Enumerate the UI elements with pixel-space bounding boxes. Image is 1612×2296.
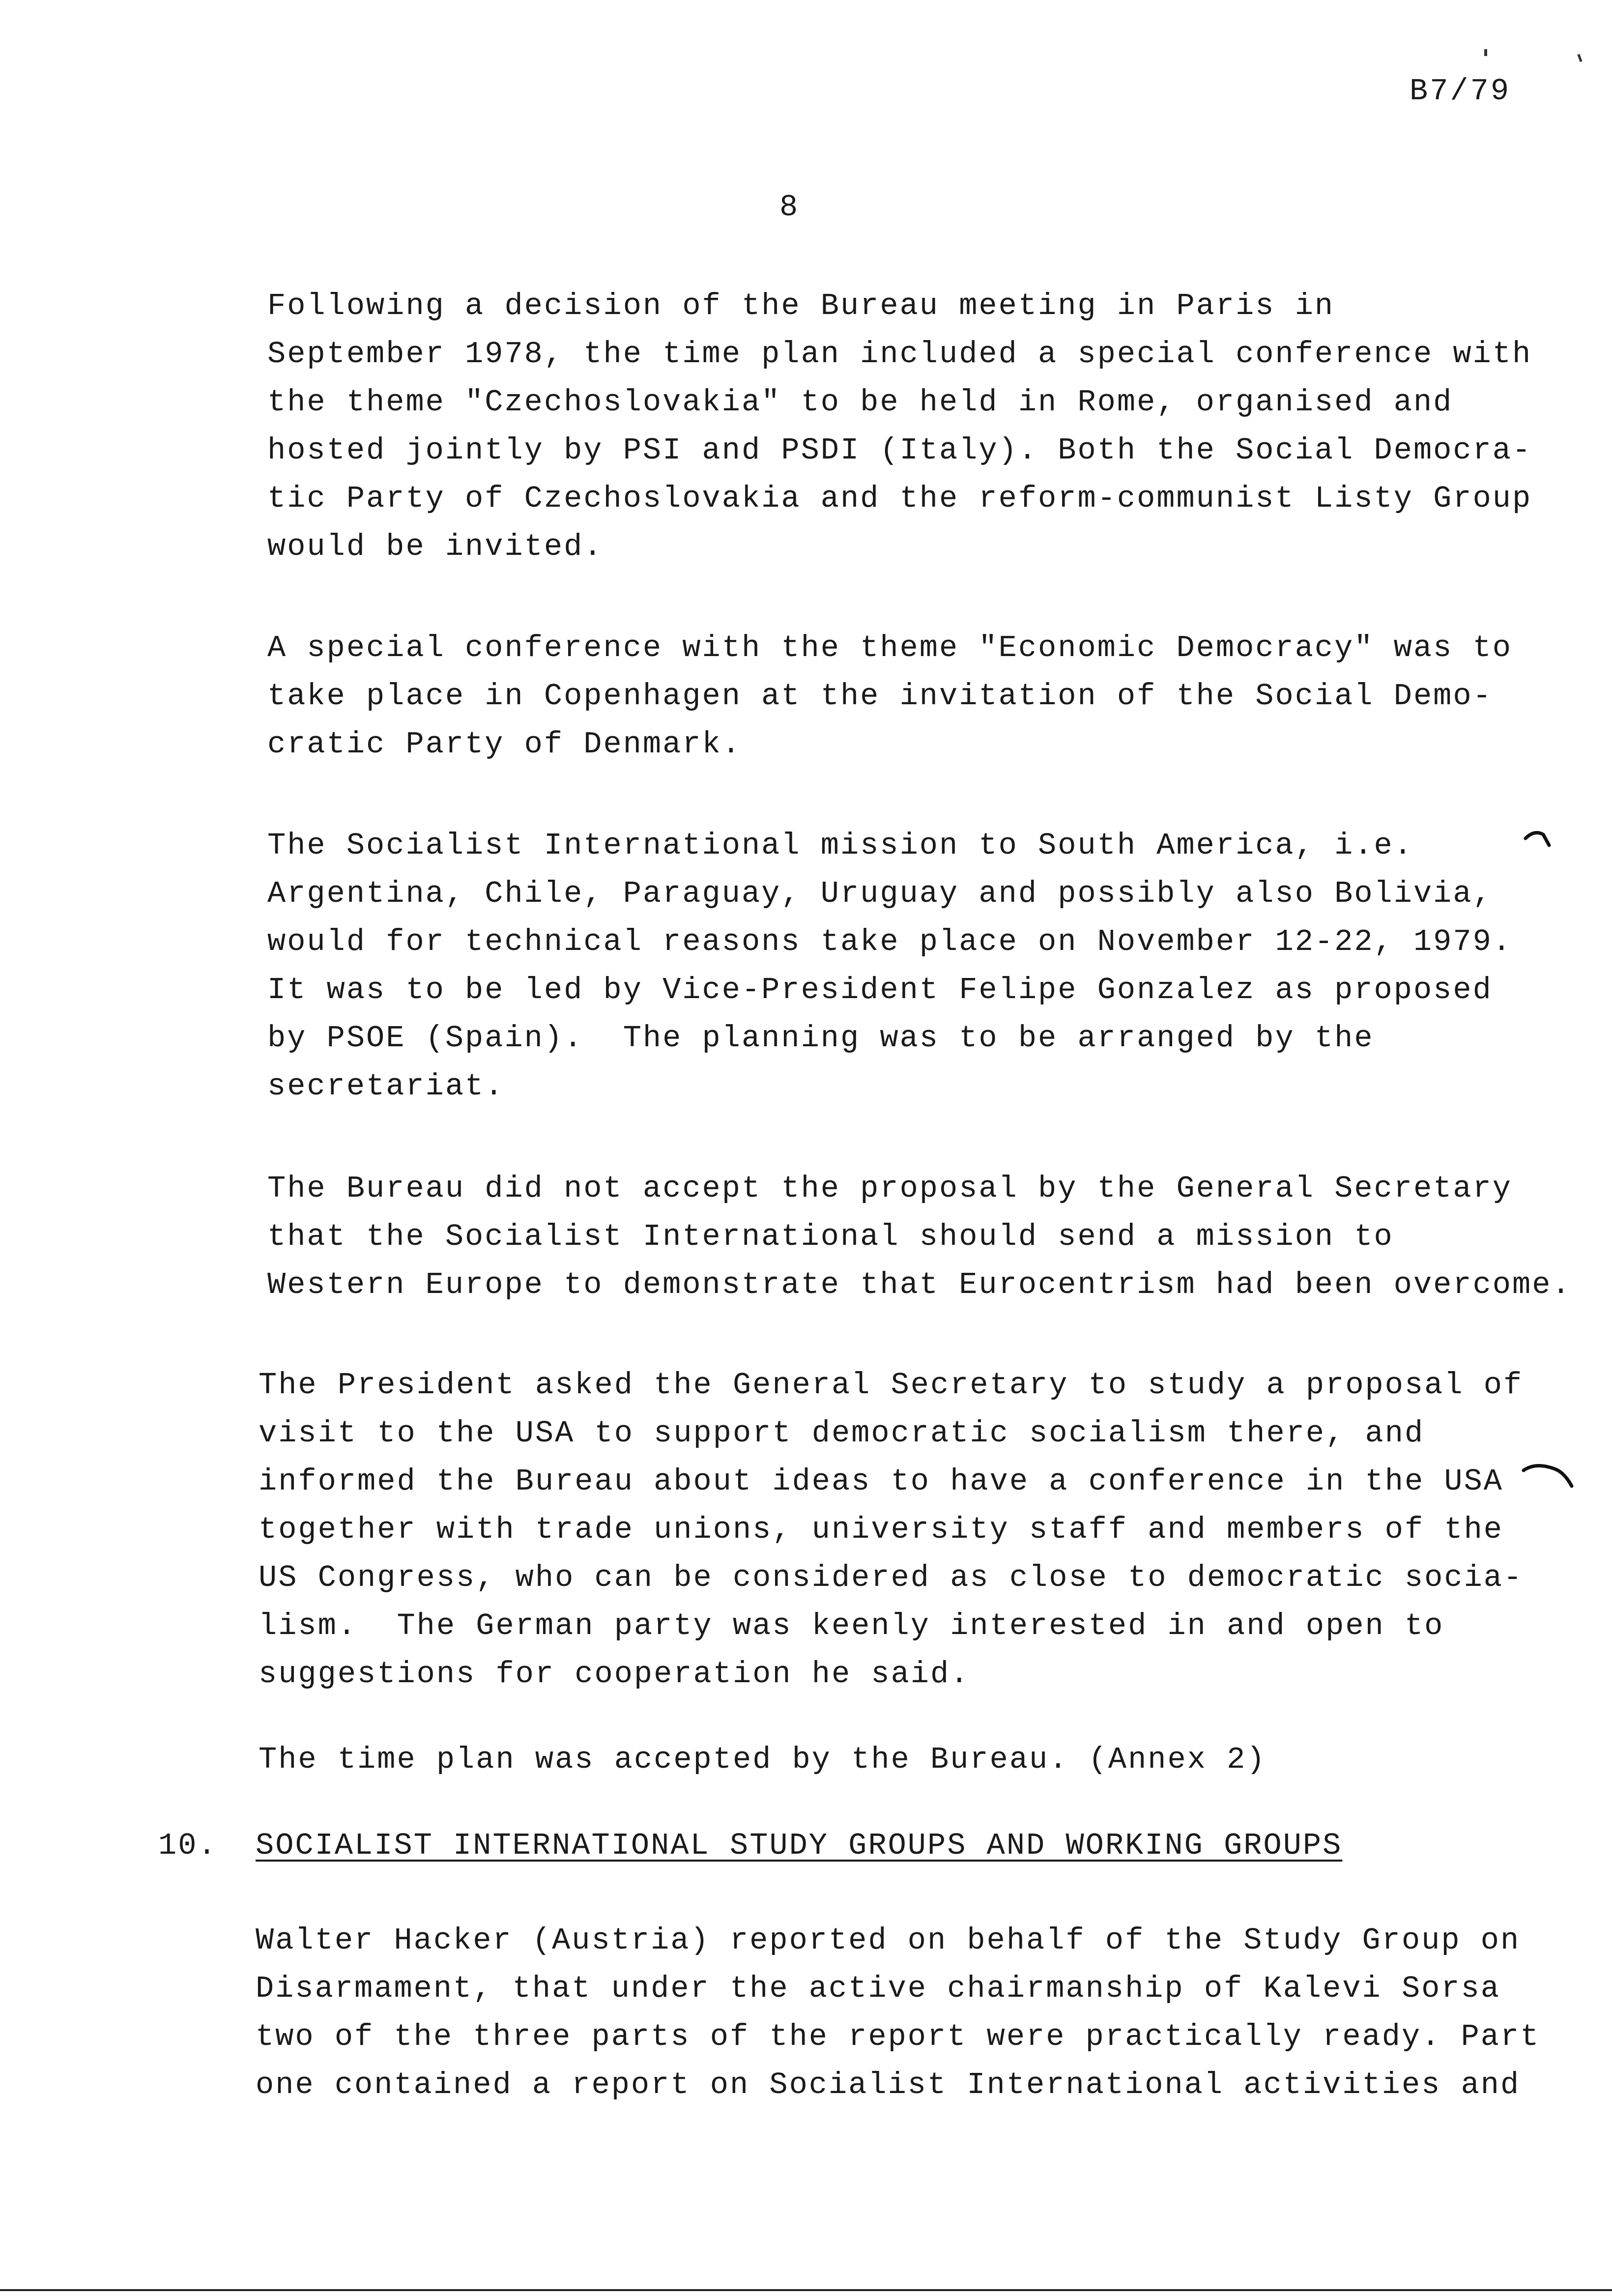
margin-pen-mark [1522,1461,1576,1490]
page-number: 8 [779,190,798,225]
margin-pen-mark [1524,828,1553,847]
paragraph-time-plan-accepted: The time plan was accepted by the Bureau. (Annex 2) [259,1742,1267,1777]
section-heading: SOCIALIST INTERNATIONAL STUDY GROUPS AND WORKING GROUPS [256,1828,1343,1863]
paragraph-economic-democracy: A special conference with the theme "Economic Democracy" was to take place in Copenhagen at the invitation of the Social Demo- cratic Party of Denmark. [267,631,1512,762]
scan-bottom-edge-line [0,2289,1612,2291]
scan-speck [1577,54,1582,62]
paragraph-western-europe-mission: The Bureau did not accept the proposal by the General Secretary that the Socialist International should send a mission to Western Europe to demonstrate that Eurocentrism had been overcome. [267,1171,1572,1302]
paragraph-czechoslovakia-conference: Following a decision of the Bureau meeting in Paris in September 1978, the time plan included a special conference with the theme "Czechoslovakia" to be held in Rome, organised and hosted jointly by PSI and PSDI (Italy). Both the Social Democra- tic Party of Czechoslovakia and the reform-communist Listy Group would be invited. [267,288,1532,564]
paragraph-south-america-mission: The Socialist International mission to South America, i.e. Argentina, Chile, Paraguay, Uruguay and possibly also Bolivia, would for technical reasons take place on November 12-22, 1979. It was to be led by Vice-President Felipe Gonzalez as proposed by PSOE (Spain). The planning was to be arranged by the secretariat. [267,828,1512,1104]
document-reference: B7/79 [1410,74,1511,109]
scan-speck [1484,49,1487,56]
paragraph-disarmament-study-group: Walter Hacker (Austria) reported on behalf of the Study Group on Disarmament, that under the active chairmanship of Kalevi Sorsa two of the three parts of the report were practically ready. Part one contained a report on Socialist International activities and [256,1923,1540,2102]
paragraph-usa-visit: The President asked the General Secretary to study a proposal of visit to the USA to support democratic socialism there, and informed the Bureau about ideas to have a conference in the USA together with trade unions, university staff and members of the US Congress, who can be considered as close to democratic socia- lism. The German party was keenly interested in and open to suggestions for cooperation he said. [259,1368,1524,1692]
section-number: 10. [158,1828,218,1863]
